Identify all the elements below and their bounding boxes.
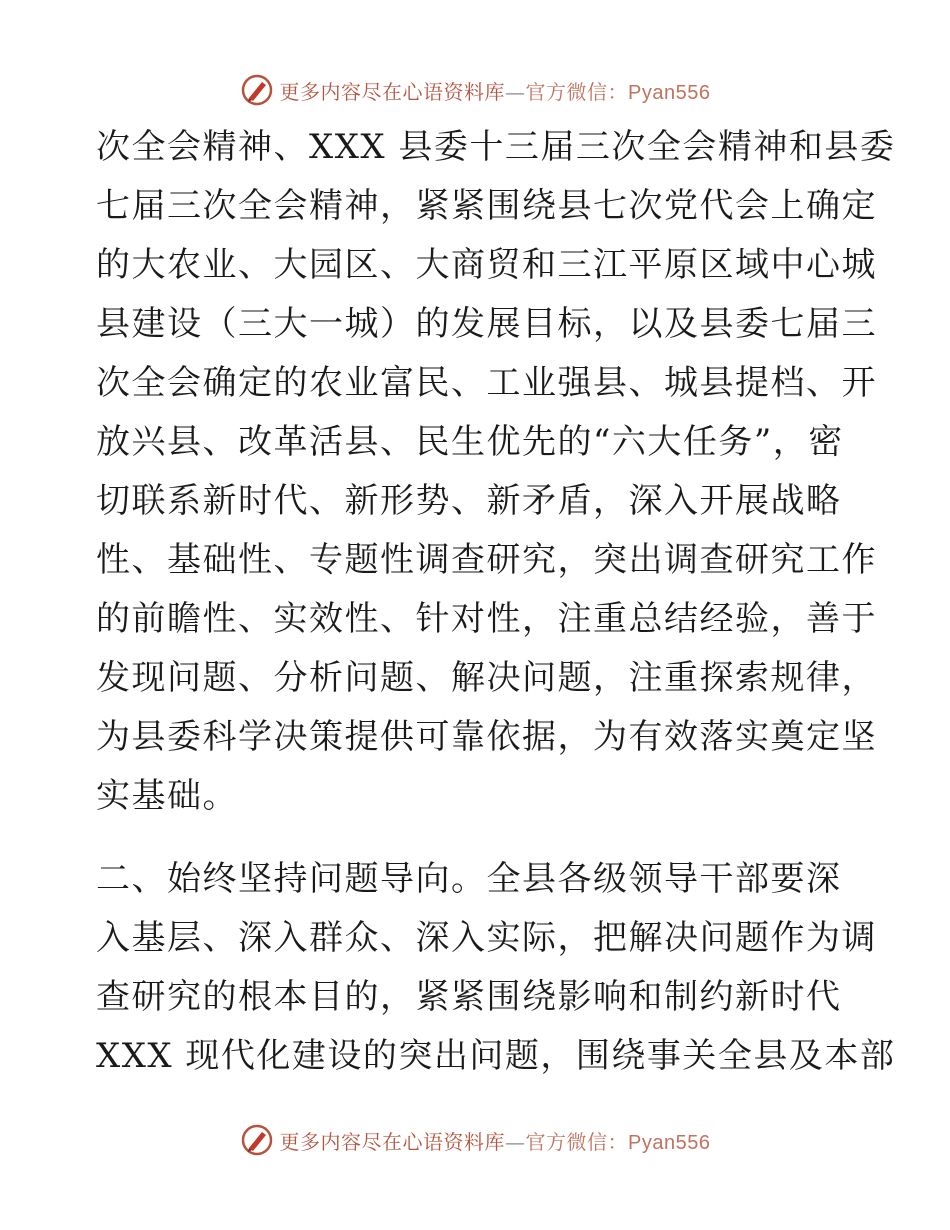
banner-contact-text: 官方微信：Pyan556: [525, 1131, 711, 1154]
paragraph-gap: [96, 826, 856, 850]
banner-separator: —: [505, 79, 526, 104]
text-line: 次全会精神、XXX 县委十三届三次全会精神和县委: [96, 127, 896, 167]
banner-contact-text: 官方微信：Pyan556: [525, 81, 711, 104]
text-line: 性、基础性、专题性调查研究，突出调查研究工作: [96, 540, 877, 580]
footer-watermark: [0, 1120, 950, 1160]
text-line: 入基层、深入群众、深入实际，把解决问题作为调: [96, 918, 877, 958]
document-body: [96, 118, 896, 1086]
pen-logo-icon: [240, 73, 274, 107]
text-line: 的前瞻性、实效性、针对性，注重总结经验，善于: [96, 599, 877, 639]
text-line: 实基础。: [96, 776, 238, 816]
paragraph-1: [96, 118, 896, 826]
pen-logo-icon: [240, 1123, 274, 1157]
header-watermark: [0, 70, 950, 110]
text-line: 二、始终坚持问题导向。全县各级领导干部要深: [96, 859, 842, 899]
text-line: 的大农业、大园区、大商贸和三江平原区域中心城: [96, 245, 877, 285]
text-line: 为县委科学决策提供可靠依据，为有效落实奠定坚: [96, 717, 877, 757]
banner-separator: —: [505, 1129, 526, 1154]
banner-main-text: 更多内容尽在心语资料库: [279, 1129, 506, 1154]
text-line: XXX 现代化建设的突出问题，围绕事关全县及本部: [96, 1036, 896, 1076]
text-line: 七届三次全会精神，紧紧围绕县七次党代会上确定: [96, 186, 877, 226]
text-line: 次全会确定的农业富民、工业强县、城县提档、开: [96, 363, 877, 403]
text-line: 切联系新时代、新形势、新矛盾，深入开展战略: [96, 481, 842, 521]
text-line: 放兴县、改革活县、民生优先的“六大任务”，密: [96, 422, 844, 462]
banner-main-text: 更多内容尽在心语资料库: [279, 79, 506, 104]
text-line: 发现问题、分析问题、解决问题，注重探索规律，: [96, 658, 877, 698]
text-line: 查研究的根本目的，紧紧围绕影响和制约新时代: [96, 977, 842, 1017]
text-line: 县建设（三大一城）的发展目标，以及县委七届三: [96, 304, 877, 344]
paragraph-2: [96, 850, 896, 1086]
